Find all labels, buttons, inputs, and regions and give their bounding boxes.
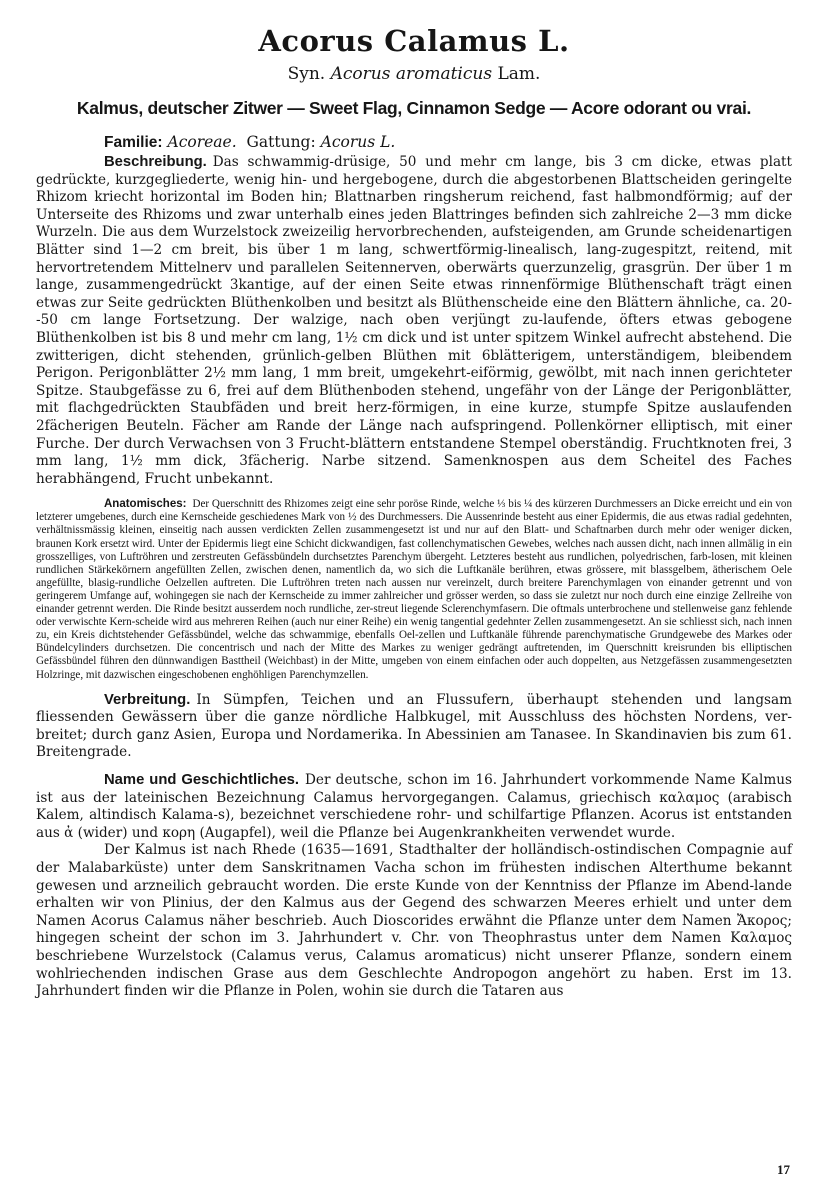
distribution-heading: Verbreitung.: [104, 691, 191, 708]
anatomy-text: Der Querschnitt des Rhizomes zeigt eine sehr poröse Rinde, welche ⅓ bis ¼ des kürzeren Durchmessers an Dicke erreicht und ein von letzterer umgebenes, durch eine Kernscheide geschiedenes Mark von ½ des Durchmessers. Die Aussenrinde besteht aus einer Epidermis, die aus etwas radial gedehnten, verhältnissmässig kleinen, einseitig nach aussen verdickten Zellen zusammengesetzt ist und nur auf den Blatt- und Schaftnarben durch mehr oder weniger dicken, braunen Kork ersetzt wird. Unter der Epidermis liegt eine Schicht dickwandigen, fast collenchymatischen Gewebes, welches nach aussen dicht, nach innen allmälig in ein grosszelliges, von Luftröhren und zerstreuten Gefässbündeln durchsetztes Parenchym übergeht. Letzteres besteht aus rundlichen, polyedrischen, farb-losen, mit kleinen rundlichen Stärkekörnern angefüllten Zellen, zwischen denen, namentlich da, wo sich die Luftkanäle berühren, etwas grössere, mit blassgelbem, ätherischem Oele angefüllte, blasig-rundliche Oelzellen auftreten. Die Luftröhren treten nach aussen nur vereinzelt, durch breitere Parenchymlagen von einander getrennt und von geringerem Umfange auf, wohingegen sie nach der Kernscheide zu immer zahlreicher und grösser werden, so dass sie zuletzt nur noch durch eine einzige Zellreihe von einander getrennt werden. Die Rinde besitzt ausserdem noch rundliche, zer-streut liegende Sclerenchymfasern. Die oftmals unterbrochene und stellenweise ganz fehlende oder verwischte Kern-scheide wird aus mehreren Reihen (auch nur einer Reihe) ein wenig tangential gedehnter Zellen zusammengesetzt. An sie schliesst sich, nach innen zu, ein Kreis dichtstehender Gefässbündel, welche das schwammige, ebenfalls Oel-zellen und Luftkanäle führende parenchymatische Grundgewebe des Markes oder Bündelcylinders durchsetzen. Die concentrisch und nach der Mitte des Markes zu weniger gedrängt auftretenden, im Querschnitt kreisrunden bis elliptischen Gefässbündel führen den dünnwandigen Basttheil (Weichbast) in der Mitte, umgeben von einem einfachen oder auch doppelten, aus Netzgefässen zusammengesetzten Holzringe, mit dazwischen eingeschobenen enghöhligen Parenchymzellen.: [36, 498, 792, 681]
synonym-author: Lam.: [497, 64, 541, 84]
history-text-1: Der deutsche, schon im 16. Jahrhundert vorkommende Name Kalmus ist aus der lateinischen Bezeichnung Calamus hervorgegangen. Calamus, griechisch καλαμος (arabisch Kalem, altindisch Kalama-s), bezeichnet verschiedene rohr- und schilfartige Pflanzen. Acorus ist entstanden aus ἀ (wider) und κορη (Augapfel), weil die Pflanze bei Augenkrankheiten verwendet wurde.: [36, 771, 792, 841]
history-paragraph-2: [36, 842, 792, 1000]
description-heading: Beschreibung.: [104, 154, 207, 170]
family-value: Acoreae.: [167, 133, 237, 151]
history-text-2: Der Kalmus ist nach Rhede (1635—1691, Stadthalter der holländisch-ostindischen Compagnie auf der Malabarküste) unter dem Sanskritnamen Vacha schon im frühesten indischen Alterthume bekannt gewesen und arzneilich gebraucht worden. Die erste Kunde von der Kenntniss der Pflanze im Abend-lande erhalten wir von Plinius, der den Kalmus aus der Gegend des schwarzen Meeres erhielt und unter dem Namen Acorus Calamus näher beschrieb. Auch Dioscorides erwähnt die Pflanze unter dem Namen Ἄκορος; hingegen scheint der schon im 3. Jahrhundert v. Chr. von Theophrastus unter dem Namen Καλαμος beschriebene Wurzelstock (Calamus verus, Calamus aromaticus) nicht unserer Pflanze, sondern einem wohlriechenden indischen Grase aus dem Geschlechte Andropogon angehört zu haben. Erst im 13. Jahrhundert finden wir die Pflanze in Polen, wohin sie durch die Tataren aus: [36, 842, 792, 1000]
anatomy-heading: Anatomisches:: [104, 498, 187, 511]
anatomy-section: [36, 498, 792, 681]
page-title: Acorus Calamus L.: [258, 24, 570, 58]
genus-value: Acorus L.: [320, 133, 396, 151]
description-section: [36, 154, 792, 488]
synonym-prefix: Syn.: [287, 64, 326, 84]
page-number: 17: [777, 1162, 790, 1177]
synonym-line: [36, 64, 792, 84]
history-section: [36, 772, 792, 842]
family-label: Familie:: [104, 134, 163, 151]
common-names: Kalmus, deutscher Zitwer — Sweet Flag, Cinnamon Sedge — Acore odorant ou vrai.: [76, 98, 752, 118]
distribution-section: [36, 692, 792, 762]
description-text: Das schwammig-drüsige, 50 und mehr cm lange, bis 3 cm dicke, etwas platt gedrückte, kurzgegliederte, wenig hin- und hergebogene, durch die abgestorbenen Blattscheiden geringelte Rhizom kriecht horizontal im Boden hin; Blattnarben ringsherum reichend, fast halbmondförmig; auf der Unterseite des Rhizoms und zwar unterhalb eines jeden Blattringes befinden sich zahlreiche 2—3 mm dicke Wurzeln. Die aus dem Wurzelstock zweizeilig hervorbrechenden, aufsteigenden, am Grunde scheidenartigen Blätter sind 1—2 cm breit, bis über 1 m lang, schwertförmig-linealisch, lang-zugespitzt, reitend, mit hervortretendem Mittelnerv und parallelen Seitennerven, oberwärts querzunzelig, grasgrün. Der über 1 m lange, zusammengedrückt 3kantige, auf der einen Seite etwas rinnenförmige Blüthenschaft trägt einen etwas zur Seite gedrückten Blüthenkolben und besitzt als Blüthenscheide eine den Blättern ähnliche, ca. 20--50 cm lange Fortsetzung. Der walzige, nach oben verjüngt zu-laufende, öfters etwas gebogene Blüthenkolben ist bis 8 und mehr cm lang, 1½ cm dick und ist unter spitzem Winkel aufrecht abstehend. Die zwitterigen, dicht stehenden, grünlich-gelben Blüthen mit 6blätterigem, unterständigem, bleibendem Perigon. Perigonblätter 2½ mm lang, 1 mm breit, umgekehrt-eiförmig, gewölbt, mit nach innen gerichteter Spitze. Staubgefässe zu 6, frei auf dem Blüthenboden stehend, ungefähr von der Länge der Perigonblätter, mit flachgedrückten Staubfäden und breit herz-förmigen, in eine kurze, stumpfe Spitze auslaufenden 2fächerigen Beuteln. Fächer am Rande der Länge nach aufspringend. Pollenkörner elliptisch, mit einer Furche. Der durch Verwachsen von 3 Frucht-blättern entstandene Stempel oberständig. Fruchtknoten frei, 3 mm lang, 1½ mm dick, 3fächerig. Narbe sitzend. Samenknospen aus dem Scheitel des Faches herabhängend, Frucht unbekannt.: [36, 154, 792, 487]
distribution-text: In Sümpfen, Teichen und an Flussufern, überhaupt stehenden und langsam fliessenden Gewässern über die ganze nördliche Halbkugel, mit Ausschluss des höchsten Nordens, ver-breitet; durch ganz Asien, Europa und Nordamerika. In Abessinien am Tanasee. In Skandinavien bis zum 61. Breitengrade.: [36, 691, 792, 761]
genus-label: Gattung:: [246, 133, 316, 151]
history-heading: Name und Geschichtliches.: [104, 771, 300, 788]
family-line: [104, 133, 792, 152]
synonym-name: Acorus aromaticus: [330, 64, 493, 84]
